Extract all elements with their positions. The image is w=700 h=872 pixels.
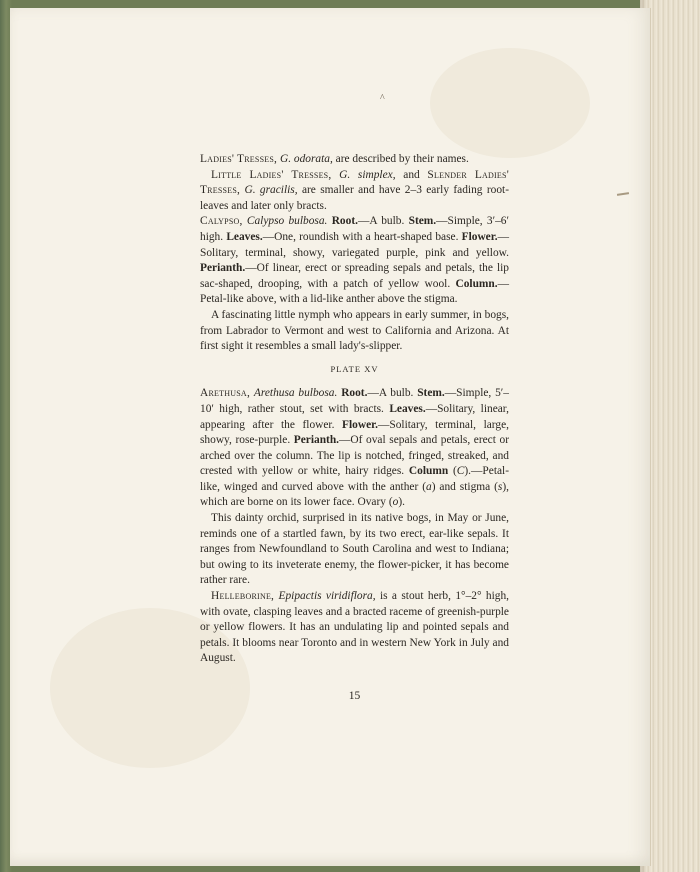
paragraph-helleborine — [200, 589, 509, 667]
leaves-label: Leaves. — [389, 402, 426, 415]
figure-letter-c: C — [456, 465, 465, 478]
column-text: ), which are borne on its lower face. Ovary ( — [200, 480, 510, 509]
stem-text: —Simple, 3′–6′ high. — [200, 215, 509, 243]
paragraph-little-ladies-tresses — [200, 168, 509, 215]
scientific-name: G. gracilis, — [244, 184, 298, 197]
perianth-text: —Of linear, erect or spreading sepals and petals, the lip sac-shaped, drooping, with a patch of yellow wool. — [200, 262, 509, 290]
figure-letter-a: a — [426, 480, 432, 493]
paragraph-ladies-tresses — [200, 152, 509, 168]
column-text: ). — [398, 496, 405, 509]
paragraph-calypso — [200, 214, 509, 308]
flower-text: —Solitary, terminal, showy, variegated purple, pink and yellow. — [200, 230, 509, 259]
paper-speck: ^ — [380, 93, 385, 104]
paragraph-text: are described by their names. — [332, 153, 469, 165]
perianth-label: Perianth. — [293, 434, 340, 447]
stem-label: Stem. — [417, 387, 445, 400]
paper-mark — [617, 192, 629, 196]
common-name: Arethusa, — [200, 387, 251, 400]
paragraph-text: are smaller and have 2–3 early fading root-leaves and later only bracts. — [200, 184, 509, 212]
column-text: ).—Petal-like, winged and curved above with the anther ( — [200, 465, 509, 493]
flower-text: —Solitary, terminal, large, showy, rose-purple. — [200, 418, 509, 447]
flower-label: Flower. — [342, 418, 379, 431]
perianth-text: —Of oval sepals and petals, erect or arched over the column. The lip is notched, fringed, streaked, and crested with yellow or white, hairy ridges. — [200, 434, 509, 478]
common-name: Ladies' Tresses, — [200, 153, 278, 165]
common-name: Calypso, — [200, 215, 243, 228]
column-text: ) and stigma ( — [431, 480, 498, 493]
flower-label: Flower. — [461, 230, 498, 243]
paragraph-text: and — [395, 168, 428, 181]
scientific-name: Epipactis viridiflora, — [278, 590, 376, 603]
leaves-text: —Solitary, linear, appearing after the flower. — [200, 402, 509, 431]
paragraph-calypso-description: A fascinating little nymph who appears in early summer, in bogs, from Labrador to Vermont and west to California and Arizona. At first sight it resembles a small lady's-slipper. — [200, 308, 509, 353]
column-text: ( — [448, 465, 457, 478]
scientific-name: Arethusa bulbosa. — [253, 387, 338, 400]
column-text: —Petal-like above, with a lid-like anther above the stigma. — [200, 277, 509, 306]
common-name: Helleborine, — [211, 590, 275, 603]
common-name: Little Ladies' Tresses, — [211, 168, 332, 181]
page-text — [200, 152, 509, 667]
figure-letter-s: s — [497, 480, 503, 493]
leaves-label: Leaves. — [226, 230, 263, 243]
leaves-text: —One, roundish with a heart-shaped base. — [262, 230, 462, 243]
scientific-name: G. simplex, — [339, 168, 396, 181]
scientific-name: G. odorata, — [279, 153, 333, 165]
paragraph-arethusa — [200, 386, 509, 511]
scientific-name: Calypso bulbosa. — [246, 215, 328, 228]
root-label: Root. — [341, 387, 368, 400]
perianth-label: Perianth. — [200, 262, 246, 275]
root-label: Root. — [331, 215, 358, 228]
root-text: —A bulb. — [357, 215, 409, 228]
paragraph-text: is a stout herb, 1°–2° high, with ovate, clasping leaves and a bracted raceme of greenish-purple or yellow flowers. It has an undulating lip and pointed sepals and petals. It blooms near Toronto and in western New York in July and August. — [200, 590, 509, 665]
figure-letter-o: o — [392, 496, 399, 509]
page-number: 15 — [348, 690, 361, 702]
stem-label: Stem. — [408, 215, 437, 228]
paper-stain — [430, 48, 590, 158]
column-label: Column. — [455, 277, 498, 290]
plate-heading: PLATE XV — [330, 363, 379, 374]
stem-text: —Simple, 5′–10′ high, rather stout, set with bracts. — [200, 387, 509, 415]
paragraph-arethusa-description: This dainty orchid, surprised in its native bogs, in May or June, reminds one of a startled fawn, by its two erect, ear-like sepals. It ranges from Newfoundland to South Carolina and west to Indiana; but owing to its inveterate enemy, the flower-picker, it has become rather rare. — [200, 512, 509, 587]
column-label: Column — [408, 465, 449, 478]
common-name: Slender Ladies' Tresses, — [200, 168, 509, 197]
root-text: —A bulb. — [367, 387, 418, 400]
